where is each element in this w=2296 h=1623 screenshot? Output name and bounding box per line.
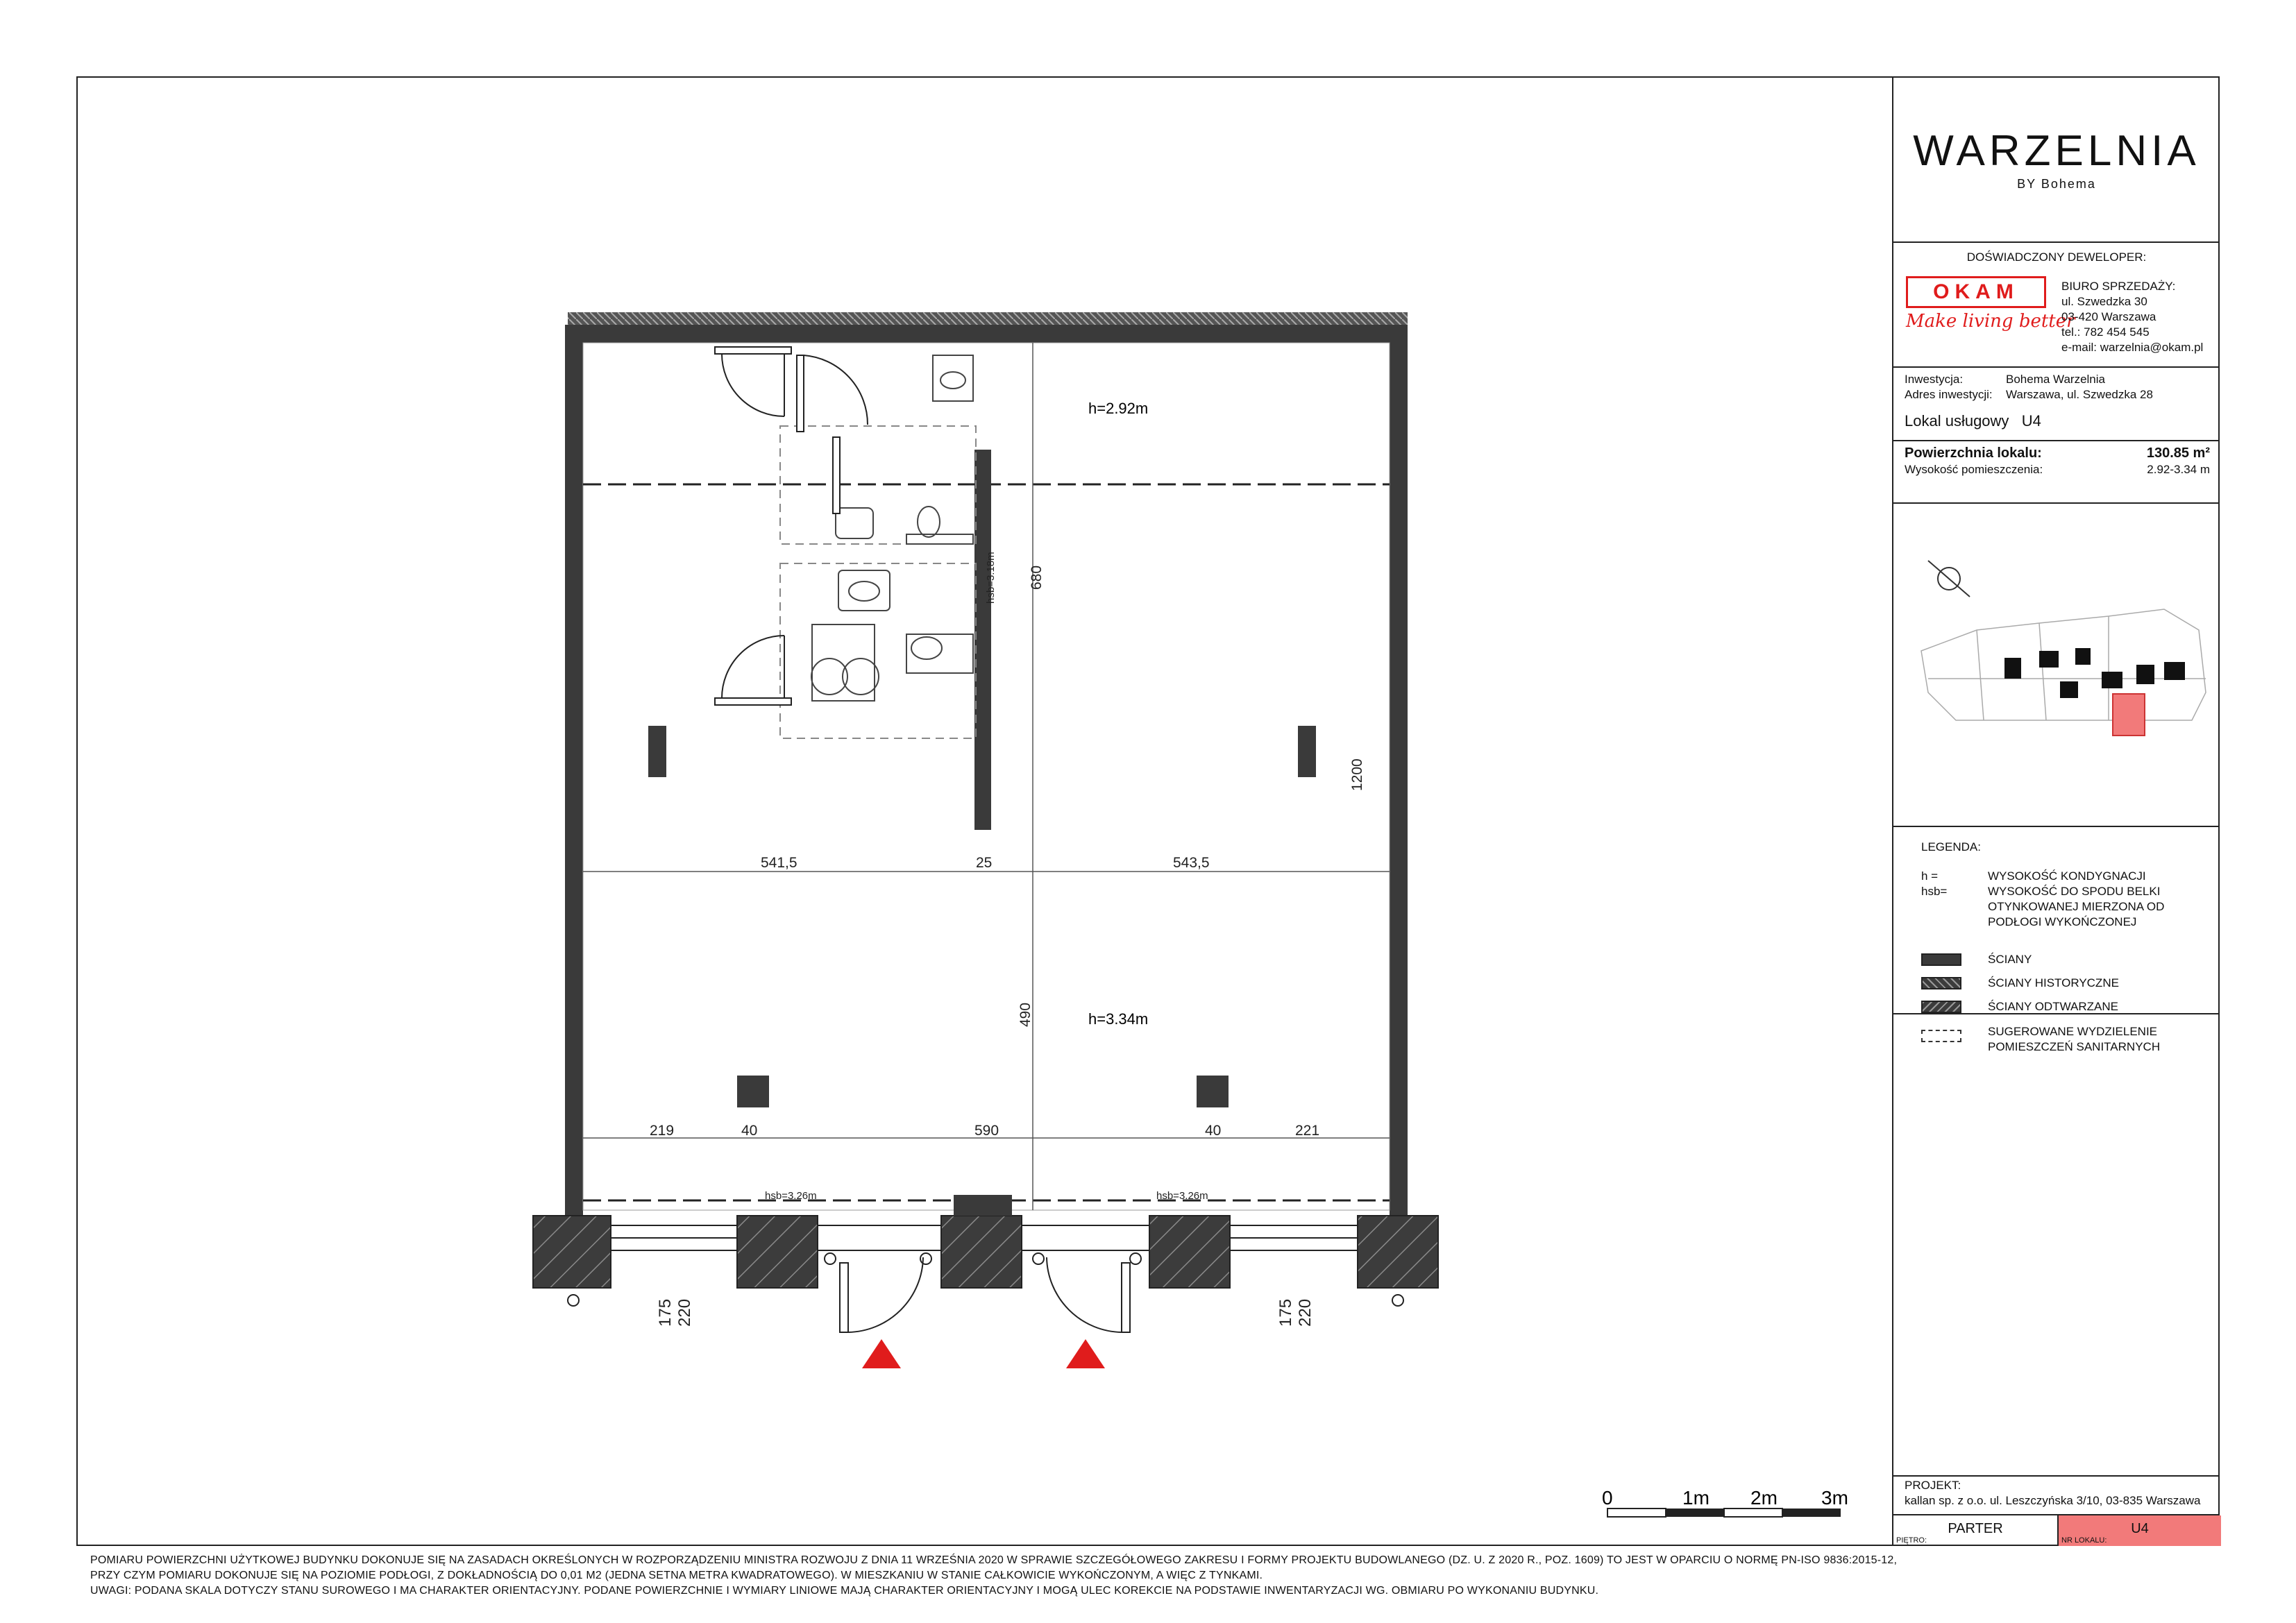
scale-bar — [1602, 1487, 1848, 1517]
sanitary-zone — [780, 426, 976, 738]
developer-heading: DOŚWIADCZONY DEWELOPER: — [1966, 250, 2147, 264]
unit-area: Powierzchnia lokalu: 130.85 m² — [1905, 445, 2210, 461]
historic-walls — [533, 1216, 1438, 1288]
column — [1298, 726, 1316, 777]
wall-left — [565, 325, 583, 1216]
svg-text:175: 175 — [1276, 1298, 1295, 1327]
svg-text:hsb=3.26m: hsb=3.26m — [1156, 1190, 1208, 1202]
okam-tagline: Make living better — [1906, 311, 2075, 332]
svg-text:0: 0 — [1602, 1487, 1613, 1509]
entrance-marker — [862, 1339, 901, 1368]
svg-text:2m: 2m — [1750, 1487, 1778, 1509]
svg-text:hsb=3.26m: hsb=3.26m — [765, 1190, 817, 1202]
note-line-2: PRZY CZYM POMIARU DOKONUJE SIĘ NA POZIOMIE PODŁOGI, Z DOKŁADNOŚCIĄ DO 0,01 M2 (JEDNA SETNA METRA KWADRATOWEGO). W MIESZKANIU W STANIE CAŁKOWICIE WYKOŃCZONYM, A WIĘC Z TYNKAMI. — [90, 1570, 1263, 1581]
height-label-top: h=2.92m — [1088, 400, 1149, 417]
okam-logo: OKAM — [1906, 276, 2046, 308]
svg-text:590: 590 — [974, 1123, 999, 1139]
svg-text:175: 175 — [656, 1298, 675, 1327]
svg-text:220: 220 — [675, 1298, 694, 1327]
unit-type: Lokal usługowy U4 — [1905, 412, 2041, 430]
height-label-bottom: h=3.34m — [1088, 1010, 1149, 1028]
svg-text:490: 490 — [1018, 1002, 1033, 1027]
svg-text:25: 25 — [976, 855, 993, 871]
partition-wall — [974, 450, 991, 830]
svg-text:219: 219 — [650, 1123, 675, 1139]
svg-text:1m: 1m — [1682, 1487, 1710, 1509]
column — [1197, 1076, 1229, 1107]
note-line-3: UWAGI: PODANA SKALA DOTYCZY STANU SUROWEGO I MA CHARAKTER ORIENTACYJNY. PODANE POWIERZCHNIE I WYMIARY LINIOWE MAJĄ CHARAKTER ORIENTACYJNY I MOGĄ ULEC KOREKCIE NA PODSTAWIE INWENTARYZACJI WG. OBMIARU PO WYKONANIU BUDYNKU. — [90, 1585, 1599, 1597]
svg-text:543,5: 543,5 — [1173, 855, 1210, 871]
sanitary-fixtures — [811, 355, 973, 701]
wall-right — [1390, 325, 1408, 1216]
floor-cell: PIĘTRO: PARTER — [1896, 1521, 2003, 1545]
unit-height: Wysokość pomieszczenia: 2.92-3.34 m — [1905, 463, 2210, 476]
svg-text:40: 40 — [1205, 1123, 1222, 1139]
note-line-1: POMIARU POWIERZCHNI UŻYTKOWEJ BUDYNKU DOKONUJE SIĘ NA ZASADACH OKREŚLONYCH W ROZPORZĄDZENIU MINISTRA ROZWOJU Z DNIA 11 WRZEŚNIA 2020 W SPRAWIE SZCZEGÓŁOWEGO ZAKRESU I FORMY PROJEKTU BUDOWLANEGO (DZ. U. Z 2020 R., POZ. 1609) TO JEST W OPARCIU O NORMĘ PN-ISO 9836:2015-12, — [90, 1554, 1898, 1566]
unit-highlight — [2113, 694, 2145, 736]
svg-text:680: 680 — [1029, 565, 1045, 590]
svg-text:221: 221 — [1295, 1123, 1320, 1139]
roof-edge — [568, 312, 1408, 325]
unit-cell: NR LOKALU: U4 — [2057, 1515, 2221, 1546]
column — [648, 726, 666, 777]
location-map — [1900, 512, 2213, 817]
investment-info: Inwestycja: Bohema Warzelnia Adres inwestycji: Warszawa, ul. Szwedzka 28 — [1905, 373, 2153, 401]
svg-text:hsb=3.18m: hsb=3.18m — [985, 552, 997, 604]
svg-text:541,5: 541,5 — [761, 855, 797, 871]
wall-top — [565, 325, 1408, 343]
column — [737, 1076, 769, 1107]
svg-text:40: 40 — [741, 1123, 758, 1139]
brand-logo: WARZELNIA BY Bohema — [1913, 127, 2200, 191]
svg-text:3m: 3m — [1821, 1487, 1848, 1509]
entrance-marker — [1066, 1339, 1105, 1368]
svg-text:1200: 1200 — [1349, 758, 1365, 791]
svg-text:220: 220 — [1296, 1298, 1315, 1327]
project-info: PROJEKT: kallan sp. z o.o. ul. Leszczyńska 3/10, 03-835 Warszawa — [1905, 1479, 2201, 1507]
sales-office: BIURO SPRZEDAŻY: ul. Szwedzka 30 03-420 Warszawa tel.: 782 454 545 e-mail: warzelnia@okam.pl — [2061, 280, 2204, 354]
title-block: WARZELNIA BY Bohema DOŚWIADCZONY DEWELOPER: OKAM Make living better BIURO SPRZEDAŻY: ul. Szwedzka 30 03-420 Warszawa tel.: 782 454 545 e-mail: warzelnia@okam.pl Inwestycja: Bohema Warzelnia Adres inwestycji: Warszawa, ul. Szwedzka 28 Lokal usługowy U4 Powierzchnia lokalu: 130.85 m² Wysokość pomieszczenia: 2.92-3.34 m LEGENDA: h = WYSOKOŚĆ KONDYGNACJI hsb= WYSOKOŚĆ DO SPODU BELKI OTYNKOWANEJ MIERZONA OD PODŁOGI WYKOŃCZONEJ ŚCIANY ŚCIANY HISTORYCZNE ŚCIANY ODTWARZANE SUGEROWANE WYDZIELENIE POMIESZCZEŃ SANITARNYCH PROJEKT: kallan sp. z o.o. ul. Leszczyńska 3/10, 03-835 Warszawa PIĘTRO: PARTER NR LOKALU: U4 — [1892, 76, 2220, 1546]
